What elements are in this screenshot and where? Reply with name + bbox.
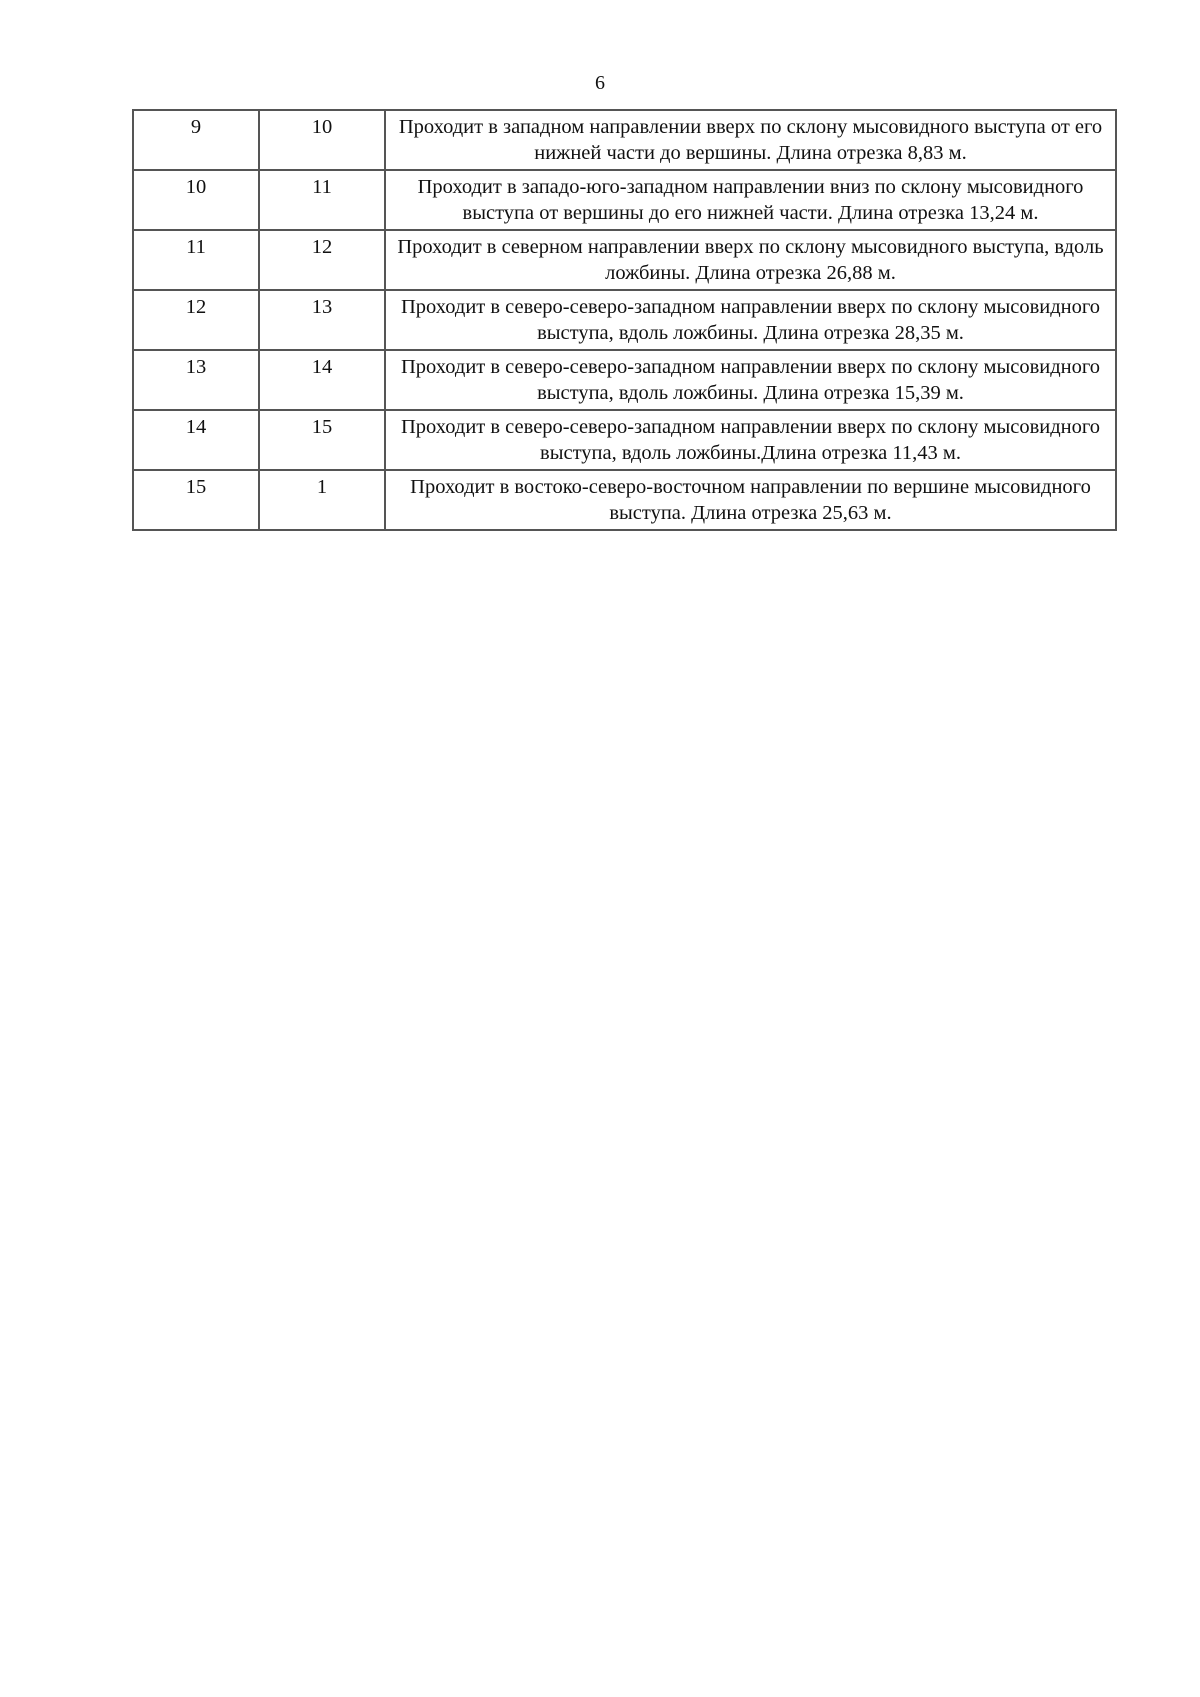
table-row <box>133 110 1116 170</box>
point-from: 13 <box>133 350 259 410</box>
page-number: 6 <box>595 72 605 94</box>
point-from: 9 <box>133 110 259 170</box>
segment-description: Проходит в западо-юго-западном направлении вниз по склону мысовидного выступа от вершины до его нижней части. Длина отрезка 13,24 м. <box>385 170 1116 230</box>
point-from: 10 <box>133 170 259 230</box>
table-row <box>133 170 1116 230</box>
segment-description: Проходит в западном направлении вверх по склону мысовидного выступа от его нижней части до вершины. Длина отрезка 8,83 м. <box>385 110 1116 170</box>
boundary-table <box>132 109 1117 531</box>
table-row <box>133 290 1116 350</box>
point-to: 13 <box>259 290 385 350</box>
segment-description: Проходит в северо-северо-западном направлении вверх по склону мысовидного выступа, вдоль ложбины. Длина отрезка 15,39 м. <box>385 350 1116 410</box>
segment-description: Проходит в северо-северо-западном направлении вверх по склону мысовидного выступа, вдоль ложбины. Длина отрезка 28,35 м. <box>385 290 1116 350</box>
point-from: 11 <box>133 230 259 290</box>
point-to: 12 <box>259 230 385 290</box>
table-row <box>133 410 1116 470</box>
segment-description: Проходит в северном направлении вверх по склону мысовидного выступа, вдоль ложбины. Длина отрезка 26,88 м. <box>385 230 1116 290</box>
table-row <box>133 230 1116 290</box>
point-to: 10 <box>259 110 385 170</box>
point-to: 14 <box>259 350 385 410</box>
point-from: 14 <box>133 410 259 470</box>
point-to: 1 <box>259 470 385 530</box>
segment-description: Проходит в северо-северо-западном направлении вверх по склону мысовидного выступа, вдоль ложбины.Длина отрезка 11,43 м. <box>385 410 1116 470</box>
table-row <box>133 470 1116 530</box>
point-from: 15 <box>133 470 259 530</box>
point-to: 15 <box>259 410 385 470</box>
point-from: 12 <box>133 290 259 350</box>
segment-description: Проходит в востоко-северо-восточном направлении по вершине мысовидного выступа. Длина отрезка 25,63 м. <box>385 470 1116 530</box>
table-row <box>133 350 1116 410</box>
point-to: 11 <box>259 170 385 230</box>
